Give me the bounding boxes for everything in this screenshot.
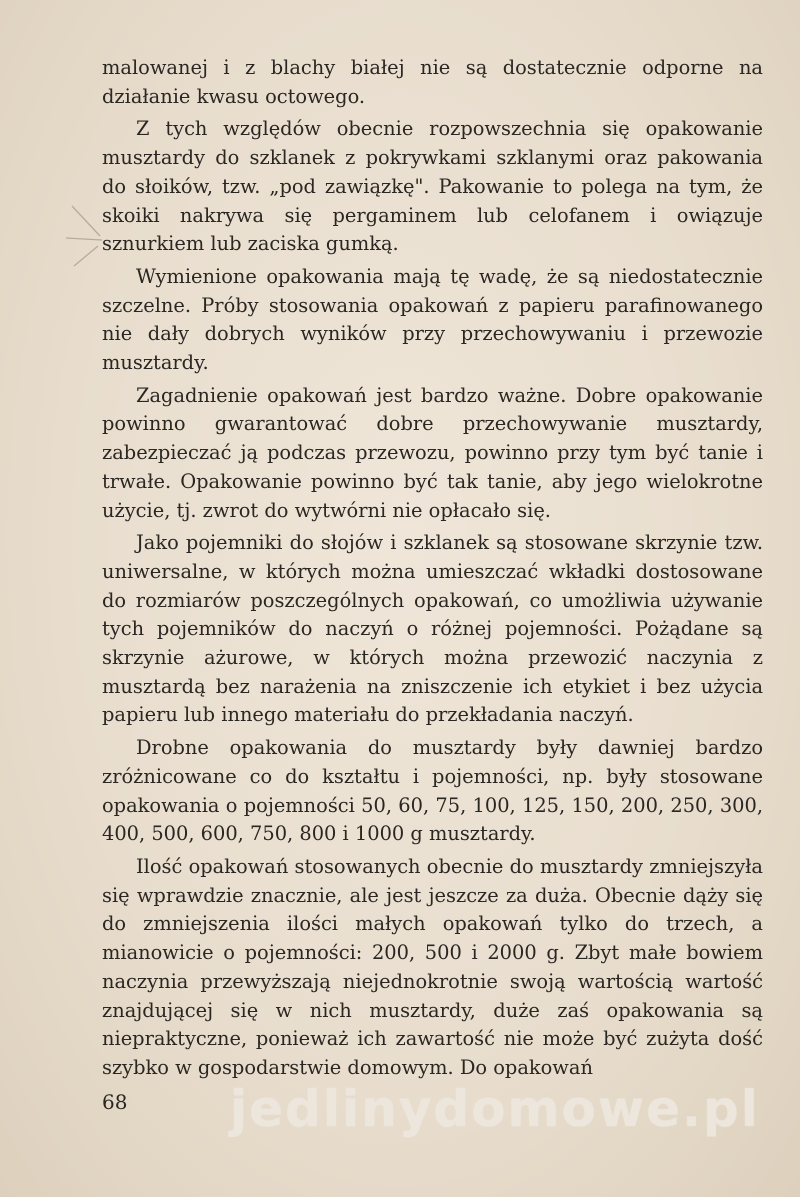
paragraph: malowanej i z blachy białej nie są dostatecznie odporne na działanie kwasu octowego. [102,56,763,108]
page-number: 68 [102,1090,128,1114]
paragraph: Drobne opakowania do musztardy były dawniej bardzo zróżnicowane co do kształtu i pojemności, np. były stosowane opakowania o pojemności 50, 60, 75, 100, 125, 150, 200, 250, 300, 400, 500, 600, 750, 800 i 1000 g musztardy. [102,736,763,846]
paragraph: Ilość opakowań stosowanych obecnie do musztardy zmniejszyła się wprawdzie znacznie, ale jest jeszcze za duża. Obecnie dąży się do zmniejszenia ilości małych opakowań tylko do trzech, a mianowicie o pojemności: 200, 500 i 2000 g. Zbyt małe bowiem naczynia przewyższają niejednokrotnie swoją wartością wartość znajdującej się w nich musztardy, duże zaś opakowania są niepraktyczne, ponieważ ich zawartość nie może być zużyta dość szybko w gospodarstwie domowym. Do opakowań [102,854,763,1079]
watermark: jedlinydomowe.pl [230,1080,760,1138]
paragraph: Jako pojemniki do słojów i szklanek są stosowane skrzynie tzw. uniwersalne, w których można umieszczać wkładki dostosowane do rozmiarów poszczególnych opakowań, co umożliwia używanie tych pojemników do naczyń o różnej pojemności. Pożądane są skrzynie ażurowe, w których można przewozić naczynia z musztardą bez narażenia na zniszczenie ich etykiet i bez użycia papieru lub innego materiału do przekładania naczyń. [102,531,763,727]
paragraph: Zagadnienie opakowań jest bardzo ważne. Dobre opakowanie powinno gwarantować dobre przechowywanie musztardy, zabezpieczać ją podczas przewozu, powinno przy tym być tanie i trwałe. Opakowanie powinno być tak tanie, aby jego wielokrotne użycie, tj. zwrot do wytwórni nie opłacało się. [102,383,763,522]
body-text [102,54,763,1087]
paragraph: Wymienione opakowania mają tę wadę, że są niedostatecznie szczelne. Próby stosowania opakowań z papieru parafinowanego nie dały dobrych wyników przy przechowywaniu i przewozie musztardy. [102,264,763,375]
paragraph: Z tych względów obecnie rozpowszechnia się opakowanie musztardy do szklanek z pokrywkami szklanymi oraz pakowania do słoików, tzw. „pod zawiązkę". Pakowanie to polega na tym, że skoiki nakrywa się pergaminem lub celofanem i owiązuje sznurkiem lub zaciska gumką. [102,117,763,256]
